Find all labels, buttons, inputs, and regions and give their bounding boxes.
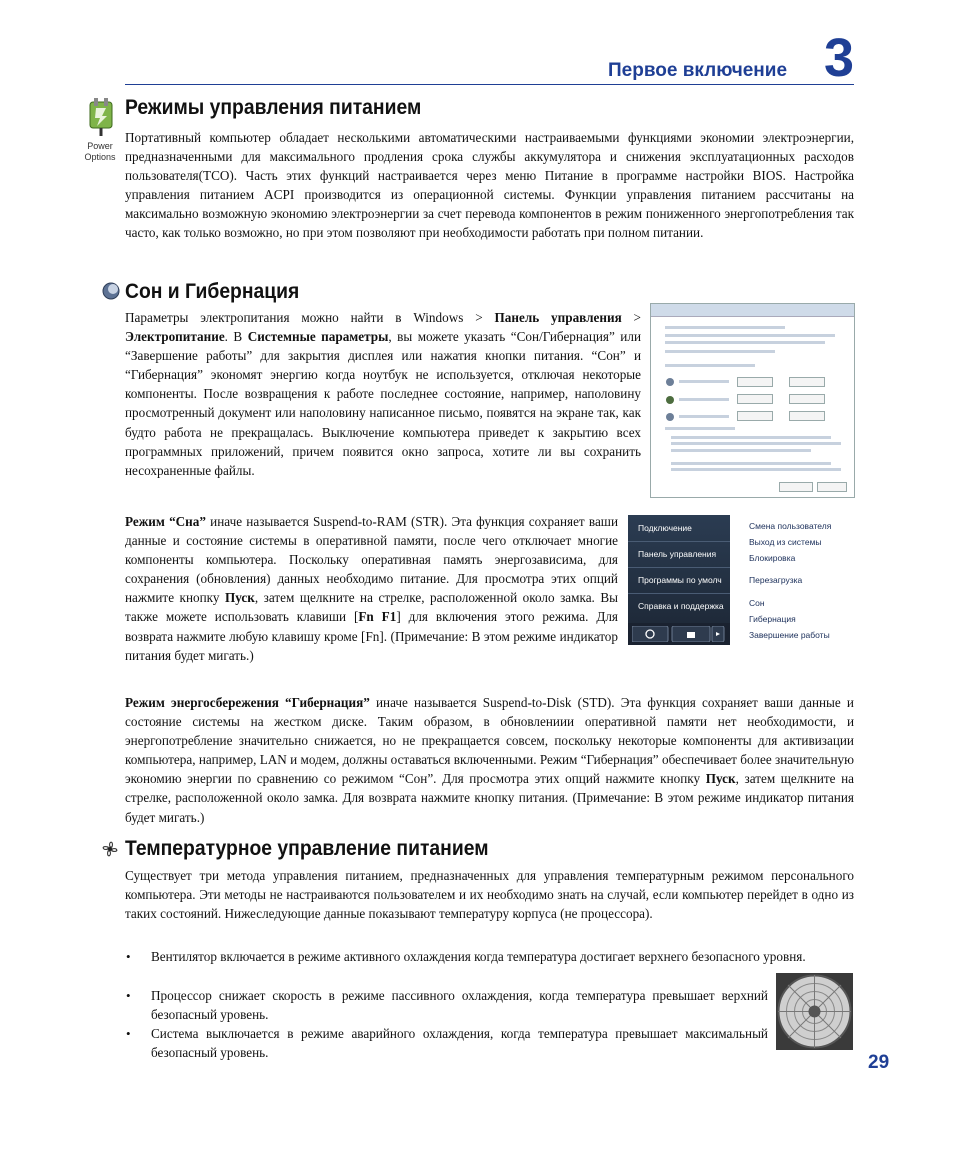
- settings-icons: [665, 377, 675, 423]
- power-options-screenshot: [650, 303, 855, 498]
- menu-item-shutdown[interactable]: Завершение работы: [749, 630, 830, 640]
- menu-item-default-programs[interactable]: Программы по умолч: [638, 575, 722, 585]
- menu-item-restart[interactable]: Перезагрузка: [749, 575, 803, 585]
- section2-paragraph1: Параметры электропитания можно найти в Windows > Панель управления > Электропитание. В Системные параметры, вы можете указать “Сон/Гибернация” или “Завершение работы” для закрытия дисплея или нажатия кнопки питания. “Сон” и “Гибернация” экономят энергию когда ноутбук не используется, отключая некоторые компоненты. После возвращения к работе последнее состояние, например, наполовину просмотренный документ или наполовину написанное письмо, появятся на экране так, как будто работа не прекращалась. Выключение компьютера приведет к закрытию всех программных приложений, причем появится окно запроса, хотите ли вы сохранить несохраненные файлы.: [125, 310, 642, 478]
- power-plug-icon: [80, 96, 120, 136]
- bullet-item-2: Процессор снижает скорость в режиме пассивного охлаждения, когда температура превышает верхний безопасный уровень.: [151, 988, 768, 1022]
- page-number: 29: [868, 1052, 890, 1073]
- section3-paragraph: Существует три метода управления питанием, предназначенных для управления температурным режимом персонального компьютера. Эти методы не настраиваются пользователем и их необходимо знать на случай, если компьютер перейдет в одно из таких состояний. Нижеследующие данные показывают температуру корпуса (не процессора).: [125, 868, 854, 922]
- bullet-dot: •: [126, 1026, 131, 1041]
- fan-icon: [100, 839, 120, 859]
- section2-paragraph3: Режим энергосбережения “Гибернация” иначе называется Suspend-to-Disk (STD). Эта функция сохраняет ваши данные и состояние системы на жестком диске. Таким образом, в обновлениии оперативной памяти нет необходимости, и энергопотребление значительно снижается, но не прекращается совсем, поскольку некоторые компоненты для активизации компьютера, например, LAN и модем, должны оставаться включенными. Режим “Гибернация” обеспечивает более значительную экономию энергии по сравнению со режимом “Сон”. Для просмотра этих опций нажмите кнопку Пуск, затем щелкните на стрелке, расположенной около замка. Для возврата нажмите кнопку питания. (Примечание: В этом режиме индикатор питания будет мигать.): [125, 695, 854, 825]
- bullet-dot: •: [126, 988, 131, 1003]
- menu-item-help[interactable]: Справка и поддержка: [638, 601, 724, 611]
- section2-paragraph2: Режим “Сна” иначе называется Suspend-to-RAM (STR). Эта функция сохраняет ваши данные и состояние системы в оперативной памяти, после чего отключает многие компоненты компьютера. Поскольку оперативная память энергозависима, для сохранения (обновления) данных необходимо питание. Для просмотра этих опций нажмите кнопку Пуск, затем щелкните на стрелке, расположенной около замка. Вы также можете использовать клавиши [Fn F1] для включения этого режима. Для возврата нажмите любую клавишу кроме [Fn]. (Примечание: В этом режиме индикатор питания будет мигать.): [125, 514, 619, 663]
- bullet-item-1: Вентилятор включается в режиме активного охлаждения когда температура достигает верхнего безопасного уровня.: [151, 949, 806, 964]
- menu-item-control-panel[interactable]: Панель управления: [638, 549, 717, 559]
- chapter-title: Первое включение: [608, 60, 788, 81]
- section-title-sleep-hibernate: Сон и Гибернация: [125, 280, 300, 303]
- moon-icon: [102, 282, 120, 300]
- chapter-number: 3: [824, 28, 855, 88]
- icon-label-options: Options: [84, 152, 116, 162]
- menu-item-hibernate[interactable]: Гибернация: [749, 614, 796, 624]
- section1-paragraph: Портативный компьютер обладает несколькими автоматическими настраиваемыми функциями экономии электроэнергии, предназначенными для максимального продления срока службы аккумулятора и снижения эксплуатационных расходов пользователя(TCO). Часть этих функций настраивается через меню Питание в программе настройки BIOS. Настройка управления питанием ACPI производится из операционной системы. Функции управления питанием рассчитаны на максимально возможную экономию электроэнергии за счет перевода компонентов в режим пониженного энергопотребления так часто, как только возможно, но при этом позволяют при необходимости работать при полном питании.: [125, 130, 854, 241]
- header-rule: [125, 84, 854, 85]
- menu-item-connect[interactable]: Подключение: [638, 523, 692, 533]
- section-title-power-modes: Режимы управления питанием: [125, 96, 422, 119]
- bullet-item-3: Система выключается в режиме аварийного охлаждения, когда температура превышает максимальный безопасный уровень.: [151, 1026, 768, 1060]
- menu-item-switch-user[interactable]: Смена пользователя: [749, 521, 832, 531]
- power-options-icon: [80, 96, 120, 162]
- icon-label-power: Power: [87, 141, 113, 151]
- shutdown-buttons[interactable]: [632, 626, 726, 642]
- menu-item-sleep[interactable]: Сон: [749, 598, 765, 608]
- bullet-dot: •: [126, 949, 131, 964]
- menu-item-lock[interactable]: Блокировка: [749, 553, 796, 563]
- section-title-thermal: Температурное управление питанием: [125, 837, 489, 860]
- fan-photo: [776, 973, 853, 1050]
- menu-item-log-off[interactable]: Выход из системы: [749, 537, 822, 547]
- start-menu-screenshot: [628, 515, 853, 645]
